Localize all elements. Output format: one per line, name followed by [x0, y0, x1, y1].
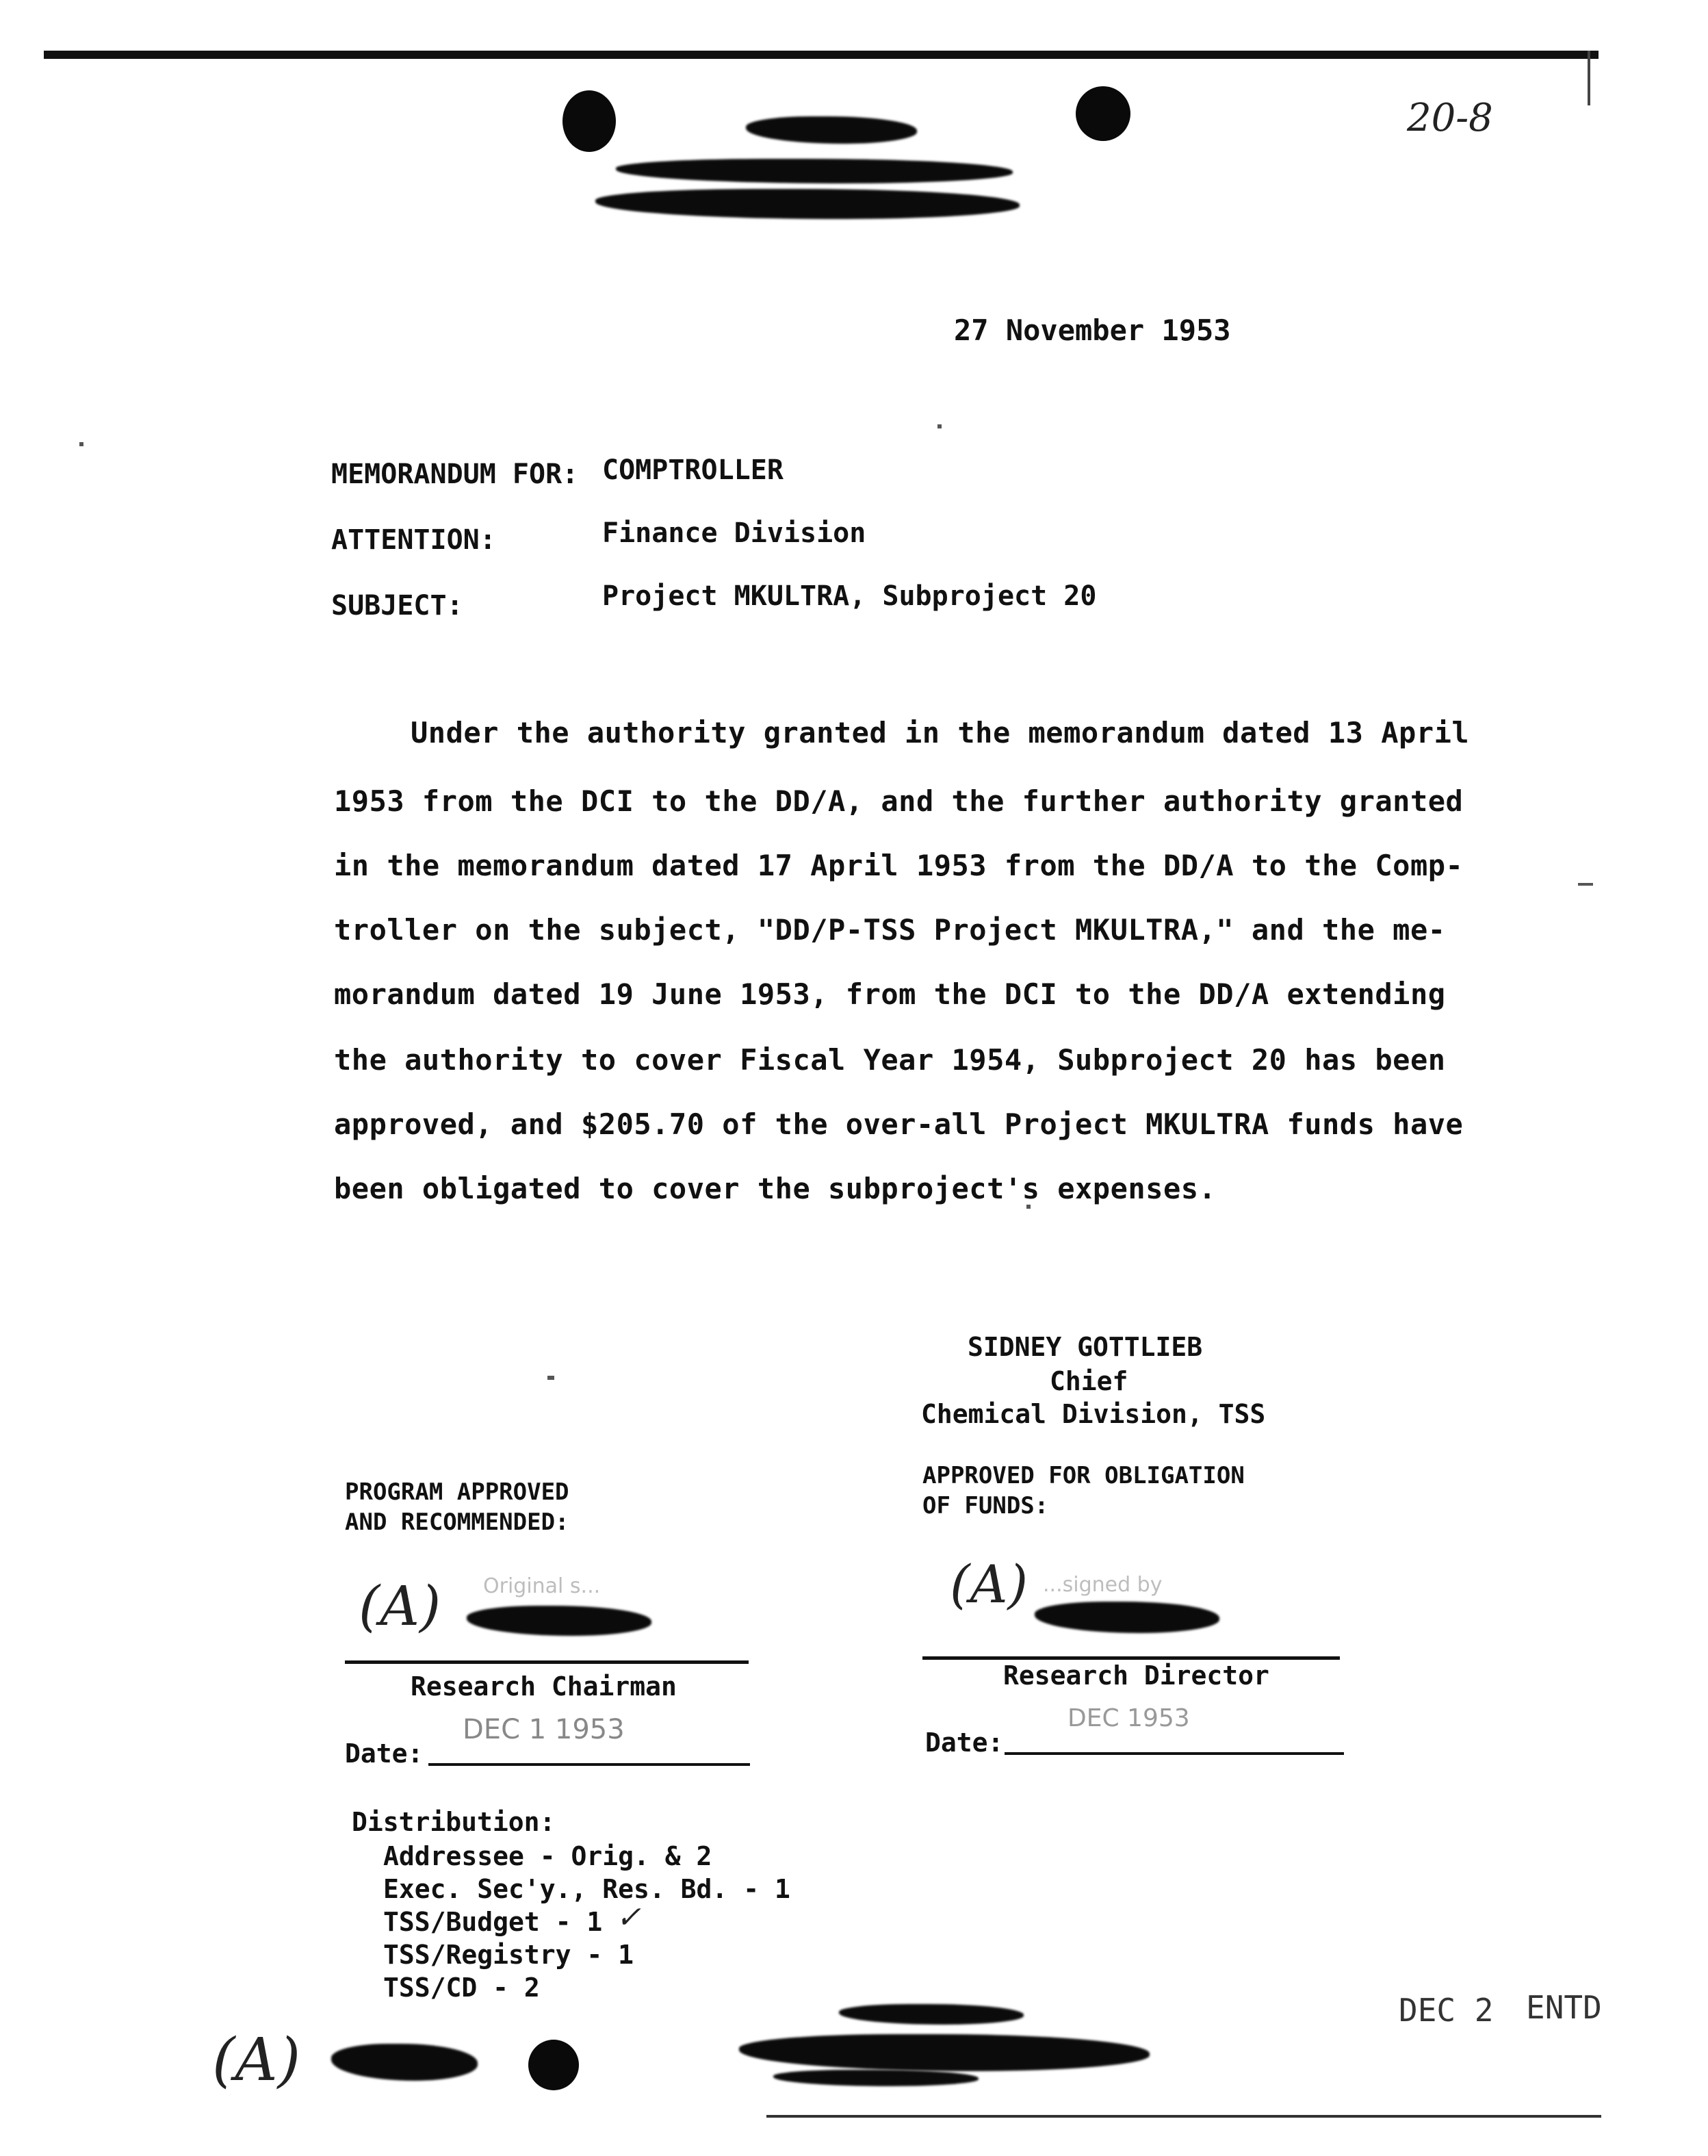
- right-edge-mark: [1588, 51, 1590, 105]
- distribution-item: TSS/Budget - 1: [383, 1907, 603, 1937]
- distribution-item: Exec. Sec'y., Res. Bd. - 1: [383, 1874, 790, 1904]
- redaction-header-3: [595, 189, 1020, 219]
- signer-title: Chief: [1050, 1366, 1128, 1396]
- body-line-7: approved, and $205.70 of the over-all Project MKULTRA funds have: [334, 1107, 1464, 1141]
- footer-redaction-center-2: [739, 2034, 1150, 2071]
- body-line-3: in the memorandum dated 17 April 1953 from the DD/A to the Comp-: [334, 849, 1464, 882]
- signer-name: SIDNEY GOTTLIEB: [968, 1332, 1203, 1362]
- right-approval-mark: (A): [950, 1554, 1028, 1615]
- bottom-border: [766, 2115, 1601, 2118]
- distribution-item: TSS/CD - 2: [383, 1973, 540, 2003]
- left-date-label: Date:: [345, 1738, 424, 1769]
- check-mark-icon: ✓: [616, 1900, 641, 1935]
- punch-hole-right: [1076, 86, 1130, 141]
- left-date-stamp: DEC 1 1953: [463, 1714, 625, 1745]
- left-signature-line: [345, 1660, 749, 1664]
- redaction-header-1: [746, 116, 917, 144]
- right-date-line: [1005, 1752, 1344, 1755]
- right-approval-heading-2: OF FUNDS:: [922, 1492, 1049, 1519]
- scan-speck: [547, 1376, 554, 1380]
- top-border: [44, 51, 1599, 59]
- left-signature-redaction: [467, 1606, 651, 1636]
- footer-redaction-left: [331, 2044, 478, 2081]
- right-signature-redaction: [1035, 1602, 1219, 1633]
- document-date: 27 November 1953: [954, 313, 1231, 347]
- subject-value: Project MKULTRA, Subproject 20: [602, 580, 1097, 612]
- attention-label: ATTENTION:: [331, 524, 496, 556]
- received-stamp: DEC 2: [1399, 1992, 1494, 2029]
- footer-mark: (A): [212, 2026, 301, 2094]
- left-approval-heading-2: AND RECOMMENDED:: [345, 1509, 569, 1536]
- right-signature-line: [922, 1656, 1340, 1660]
- right-approval-role: Research Director: [1003, 1660, 1269, 1691]
- distribution-item: TSS/Registry - 1: [383, 1940, 634, 1970]
- punch-hole-bottom: [528, 2040, 579, 2090]
- footer-redaction-center-1: [839, 2004, 1024, 2025]
- right-approval-heading-1: APPROVED FOR OBLIGATION: [922, 1462, 1245, 1489]
- left-approval-role: Research Chairman: [411, 1671, 677, 1702]
- scan-speck: [937, 424, 942, 428]
- body-line-2: 1953 from the DCI to the DD/A, and the further authority granted: [334, 784, 1464, 818]
- entd-stamp: ENTD: [1526, 1989, 1602, 2026]
- distribution-heading: Distribution:: [352, 1807, 556, 1837]
- left-approval-stamp: Original s...: [483, 1574, 601, 1598]
- left-date-line: [428, 1763, 750, 1766]
- attention-value: Finance Division: [602, 517, 866, 549]
- left-approval-heading-1: PROGRAM APPROVED: [345, 1478, 569, 1506]
- distribution-item: Addressee - Orig. & 2: [383, 1841, 712, 1871]
- body-line-1: Under the authority granted in the memorandum dated 13 April: [411, 716, 1470, 749]
- memorandum-label: MEMORANDUM FOR:: [331, 459, 579, 490]
- footer-redaction-center-3: [773, 2070, 979, 2086]
- body-line-6: the authority to cover Fiscal Year 1954, Subproject 20 has been: [334, 1043, 1446, 1077]
- memorandum-value: COMPTROLLER: [602, 454, 784, 486]
- right-approval-stamp: ...signed by: [1043, 1573, 1163, 1597]
- scan-speck: [79, 442, 83, 446]
- body-line-4: troller on the subject, "DD/P-TSS Project MKULTRA," and the me-: [334, 913, 1446, 947]
- right-date-stamp: DEC 1953: [1068, 1704, 1190, 1732]
- punch-hole-left: [562, 90, 616, 152]
- right-date-label: Date:: [925, 1728, 1004, 1758]
- signer-division: Chemical Division, TSS: [921, 1399, 1266, 1429]
- subject-label: SUBJECT:: [331, 590, 463, 621]
- body-line-5: morandum dated 19 June 1953, from the DCI to the DD/A extending: [334, 977, 1446, 1011]
- body-line-8: been obligated to cover the subproject's expenses.: [334, 1172, 1217, 1205]
- redaction-header-2: [616, 159, 1013, 183]
- corner-annotation: 20-8: [1407, 96, 1493, 140]
- left-approval-mark: (A): [359, 1574, 441, 1638]
- scan-speck: [1578, 883, 1593, 886]
